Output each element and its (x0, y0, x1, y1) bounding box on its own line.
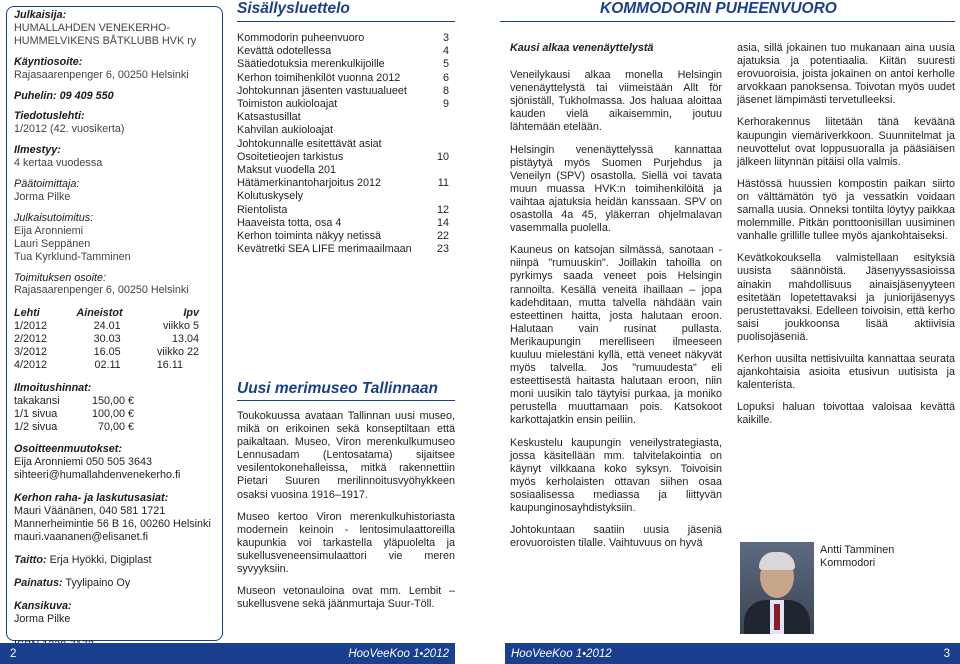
ad-cell: 1/1 sivua (14, 407, 58, 420)
toc-item[interactable]: Säätiedotuksia merenkulkijoille 5 (237, 58, 449, 71)
toc-item[interactable]: Kerhon toimihenkilöt vuonna 2012 6 (237, 71, 449, 84)
table-row (14, 359, 199, 372)
commodore-col1 (510, 42, 722, 559)
schedule-cell: 4/2012 (14, 358, 48, 371)
toc-title: Sisällysluettelo (237, 0, 350, 17)
schedule-cell: 13.04 (171, 333, 199, 346)
ad-cell: takakansi (14, 394, 60, 407)
layout-value: Erja Hyökki, Digiplast (49, 553, 152, 566)
toc-item[interactable]: Johtokunnan jäsenten vastuualueet 8 (237, 84, 449, 97)
schedule-header: Lehti (14, 307, 40, 320)
toc-item[interactable]: Osoitetieojen tarkistus 10 (237, 150, 449, 163)
museum-paragraph: Museon vetonauloina ovat mm. Lembit – sukellusvene sekä jäänmurtaja Suur-Töll. (237, 585, 455, 611)
footer-left-text: HooVeeKoo 1 (348, 647, 420, 660)
commodore-rule (500, 21, 955, 22)
commodore-paragraph: Kevätkokouksella valmistellaan esityksiä uusista säännöistä. Jäsenyyssasioissa ainakin mahdollisuus ainaisjäsenyyteen esitetään lopetettavaksi ja juniorijäsenyys perustettavaksi. Edelleen toivoisin, että kerho saisi joukkoonsa lisää aktiivisia puolisojäseniä. (737, 252, 955, 343)
billing-line: Mannerheimintie 56 B 16, 00260 Helsinki (14, 518, 211, 530)
schedule-header: Ipv (183, 307, 199, 320)
toc-item[interactable]: Johtokunnalle esitettävät asiat (237, 137, 382, 150)
ad-table (14, 395, 134, 434)
toc-rule (237, 21, 455, 22)
commodore-paragraph: Kauneus on katsojan silmässä, sanotaan - niinpä "rumuuskin". Joillakin tahoilla on pyrkimys saada veneet pois Helsingin rannoilta. Kesällä veneitä ihaillaan – jopa kadehditaan, mutta talvella nähdään vain esteettinen haitta, josta halutaan eroon. Halutaan vain rusinat pullasta. Merikaupungin merelliseen ilmeeseen kuuluu mielestäni kyllä, että veneet näkyvät myös talvella. Jos "rumuudesta" eli esteettisestä haitasta halutaan eroon, niin moni uusikin talo täytyisi purkaa, ja moniko perustella muuttamaan pois. Katsokoot karkottajatkin ensin peiliin. (510, 244, 722, 427)
toc-item[interactable]: Kommodorin puheenvuoro 3 (237, 32, 449, 44)
frequency-label: Ilmestyy: (14, 144, 61, 157)
footer-bullet: • (419, 647, 424, 660)
signature-title: Kommodori (820, 557, 876, 570)
schedule-cell: 16.11 (156, 358, 183, 371)
commodore-paragraph: Johtokuntaan saatiin uusia jäseniä erovuoroisten tilalle. Vaihtuvuus on hyvä (510, 524, 722, 550)
museum-article (237, 410, 455, 620)
toc-list (237, 32, 449, 256)
schedule-cell: 3/2012 (14, 346, 48, 359)
footer-right (505, 643, 960, 664)
commodore-subtitle: Kausi alkaa venenäyttelystä (510, 42, 654, 54)
signature-name: Antti Tamminen (820, 544, 895, 556)
toc-item[interactable]: Rientolista 12 (237, 203, 449, 216)
commodore-paragraph: Lopuksi haluan toivottaa valoisaa kevättä kaikille. (737, 401, 955, 427)
schedule-cell: 30.03 (93, 333, 121, 346)
toc-item[interactable]: Maksut vuodella 201 (237, 164, 337, 177)
billing-email[interactable]: mauri.vaananen@elisanet.fi (14, 530, 149, 543)
address-change-email[interactable]: sihteeri@humallahdenvenekerho.fi (14, 469, 181, 482)
museum-paragraph: Toukokuussa avataan Tallinnan uusi museo, mikä on erikoinen sekä konseptiltaan että paikaltaan. Museo, Viron merenkulkumuseo Lennusadam (Lentosatama) sijaitsee vesilentokonehalleissa, mitkä rakennettiin Pietari Suuren merilinnoitusvyöhykkeen osaksi vuosina 1916–1917. (237, 410, 455, 501)
editor-name: Jorma Pilke (14, 190, 71, 203)
table-row (14, 408, 134, 421)
schedule-cell: 02.11 (94, 358, 121, 371)
editorial-member: Lauri Seppänen (14, 237, 91, 250)
phone: Puhelin: 09 409 550 (14, 89, 114, 102)
table-row (14, 421, 134, 434)
museum-paragraph: Museo kertoo Viron merenkulkuhistoriasta modernein keinoin - lentosimulaattoreilla kaupunkia voi tarkastella yläpuolelta ja sukellusveneensimulaattori vie meren syvyyksiin. (237, 510, 455, 576)
office-address: Rajasaarenpenger 6, 00250 Helsinki (14, 284, 189, 297)
address-change-label: Osoitteenmuutokset: (14, 443, 122, 456)
editorial-member: Eija Aronniemi (14, 224, 84, 237)
schedule-cell: 16.05 (93, 346, 121, 359)
commodore-title: KOMMODORIN PUHEENVUORO (600, 0, 837, 17)
commodore-paragraph: Keskustelu kaupungin veneilystrategiasta, jossa käsitellään mm. talvitelakointia on käynyt vilkkaana koko syksyn. Toivoisin myös kerholaisten ottavan siihen osaa sosiaalisessa mediassa ja liittyvän kaupunginosayhdistyksiin. (510, 436, 722, 514)
schedule-header: Aineistot (76, 307, 123, 320)
schedule-cell: 24.01 (93, 320, 121, 333)
print-value: Tyylipaino Oy (65, 576, 131, 589)
toc-item[interactable]: Hätämerkinantoharjoitus 2012 11 (237, 177, 449, 190)
museum-rule (237, 400, 455, 401)
table-row (14, 395, 134, 408)
footer-right-year: 2012 (586, 647, 612, 660)
address-change-line: Eija Aronniemi 050 505 3643 (14, 456, 153, 469)
ad-cell: 100,00 € (91, 407, 134, 420)
editorial-member: Tua Kyrklund-Tamminen (14, 250, 131, 263)
toc-item[interactable]: Katsastusillat (237, 111, 301, 124)
commodore-col2 (737, 42, 955, 436)
footer-left (0, 643, 455, 664)
toc-item[interactable]: Kolutuskysely (237, 190, 304, 203)
commodore-paragraph: Helsingin venenäyttelyssä kannattaa pistäytyä myös Suomen Purjehdus ja Veneilyn (SPV) osastolla. Siellä voi tavata muun muassa HVK:n toimihenkilöitä ja vaihtaa ajatuksia heidän kanssaan. SPV on osastolla 4a 45, yläkerran ohjelmalavan vasemmalla puolella. (510, 143, 722, 235)
ad-cell: 70,00 € (97, 420, 134, 433)
editorial-label: Julkaisutoimitus: (14, 211, 94, 224)
cover-label: Kansikuva: (14, 599, 72, 612)
schedule-cell: viikko 22 (156, 346, 199, 359)
publisher-line: HUMMELVIKENS BÅTKLUBB HVK ry (14, 34, 197, 47)
table-row (14, 320, 199, 333)
print-label: Painatus: (14, 576, 63, 589)
page-number-left: 2 (10, 647, 17, 660)
publisher-line: HUMALLAHDEN VENEKERHO- (14, 21, 170, 34)
commodore-paragraph: asia, sillä jokainen tuo mukanaan aina uusia ajatuksia ja potentiaalia. Kiitän suuresti erovuoroisia, joista jokainen on antoi kerholle arvokkaan panoksensa. Toivotan myös uudet jäsenet lämpimästi tervetulleeksi. (737, 42, 955, 107)
info-value: 1/2012 (42. vuosikerta) (14, 123, 125, 136)
office-label: Toimituksen osoite: (14, 271, 107, 284)
commodore-paragraph: Veneilykausi alkaa monella Helsingin venenäyttelystä tai viimeistään Allt för sjöniställ, Tukholmassa. Jos haluaa aloittaa kauden vielä aikaisemmin, joutuu lähtemään etelään. (510, 69, 722, 134)
toc-item[interactable]: Haaveista totta, osa 4 14 (237, 216, 449, 229)
table-row (14, 333, 199, 346)
commodore-paragraph: Hästössä huussien kompostin paikan siirto on välttämätön työ ja vessatkin voidaan samalla uusia. Onneksi tontilta löytyy paikkaa molemmille. Pitkän ponttoonisillan uusiminen vanhalle grillille tullee myös ajankohtaiseksi. (737, 177, 955, 243)
commodore-paragraph: Kerhorakennus liitetään tänä keväänä kaupungin viemäriverkkoon. Suunnitelmat ja neuvottelut ovat loppusuoralla ja pääsiäisen jälkeen liitynnän pitäisi olla valmis. (737, 116, 955, 168)
editor-label: Päätoimittaja: (14, 178, 80, 191)
ad-cell: 1/2 sivua (14, 420, 58, 433)
toc-item[interactable]: Toimiston aukioloajat 9 (237, 98, 449, 111)
info-label: Tiedotuslehti: (14, 110, 85, 123)
toc-item[interactable]: Kevättä odotellessa 4 (237, 45, 449, 58)
publisher-label: Julkaisija: (14, 9, 67, 21)
toc-item[interactable]: Kahvilan aukioloajat (237, 124, 334, 137)
billing-line: Mauri Väänänen, 040 581 1721 (14, 505, 166, 518)
schedule-cell: 2/2012 (14, 333, 48, 346)
signature (820, 544, 950, 570)
masthead (14, 9, 216, 660)
frequency-value: 4 kertaa vuodessa (14, 157, 103, 170)
schedule-table (14, 307, 199, 372)
ad-label: Ilmoitushinnat: (14, 381, 92, 394)
footer-left-year: 2012 (423, 647, 449, 660)
layout-label: Taitto: (14, 553, 47, 566)
page-number-right: 3 (943, 647, 950, 660)
commodore-portrait (740, 542, 814, 634)
commodore-paragraph: Kerhon uusilta nettisivuilta kannattaa seurata ajankohtaisia asioita etusivun uutisista ja kalenterista. (737, 352, 955, 392)
footer-right-text: HooVeeKoo 1 (511, 647, 583, 660)
footer-bullet: • (582, 647, 587, 660)
schedule-cell: viikko 5 (162, 320, 199, 333)
table-row (14, 346, 199, 359)
toc-item[interactable]: Kevätretki SEA LIFE merimaailmaan 23 (237, 243, 449, 256)
visit-label: Käyntiosoite: (14, 55, 83, 68)
schedule-cell: 1/2012 (14, 320, 48, 333)
toc-item[interactable]: Kerhon toiminta näkyy netissä 22 (237, 230, 449, 243)
billing-label: Kerhon raha- ja laskutusasiat: (14, 492, 169, 505)
cover-value: Jorma Pilke (14, 612, 71, 625)
ad-cell: 150,00 € (91, 394, 134, 407)
museum-title: Uusi merimuseo Tallinnaan (237, 380, 438, 397)
visit-address: Rajasaarenpenger 6, 00250 Helsinki (14, 68, 189, 81)
